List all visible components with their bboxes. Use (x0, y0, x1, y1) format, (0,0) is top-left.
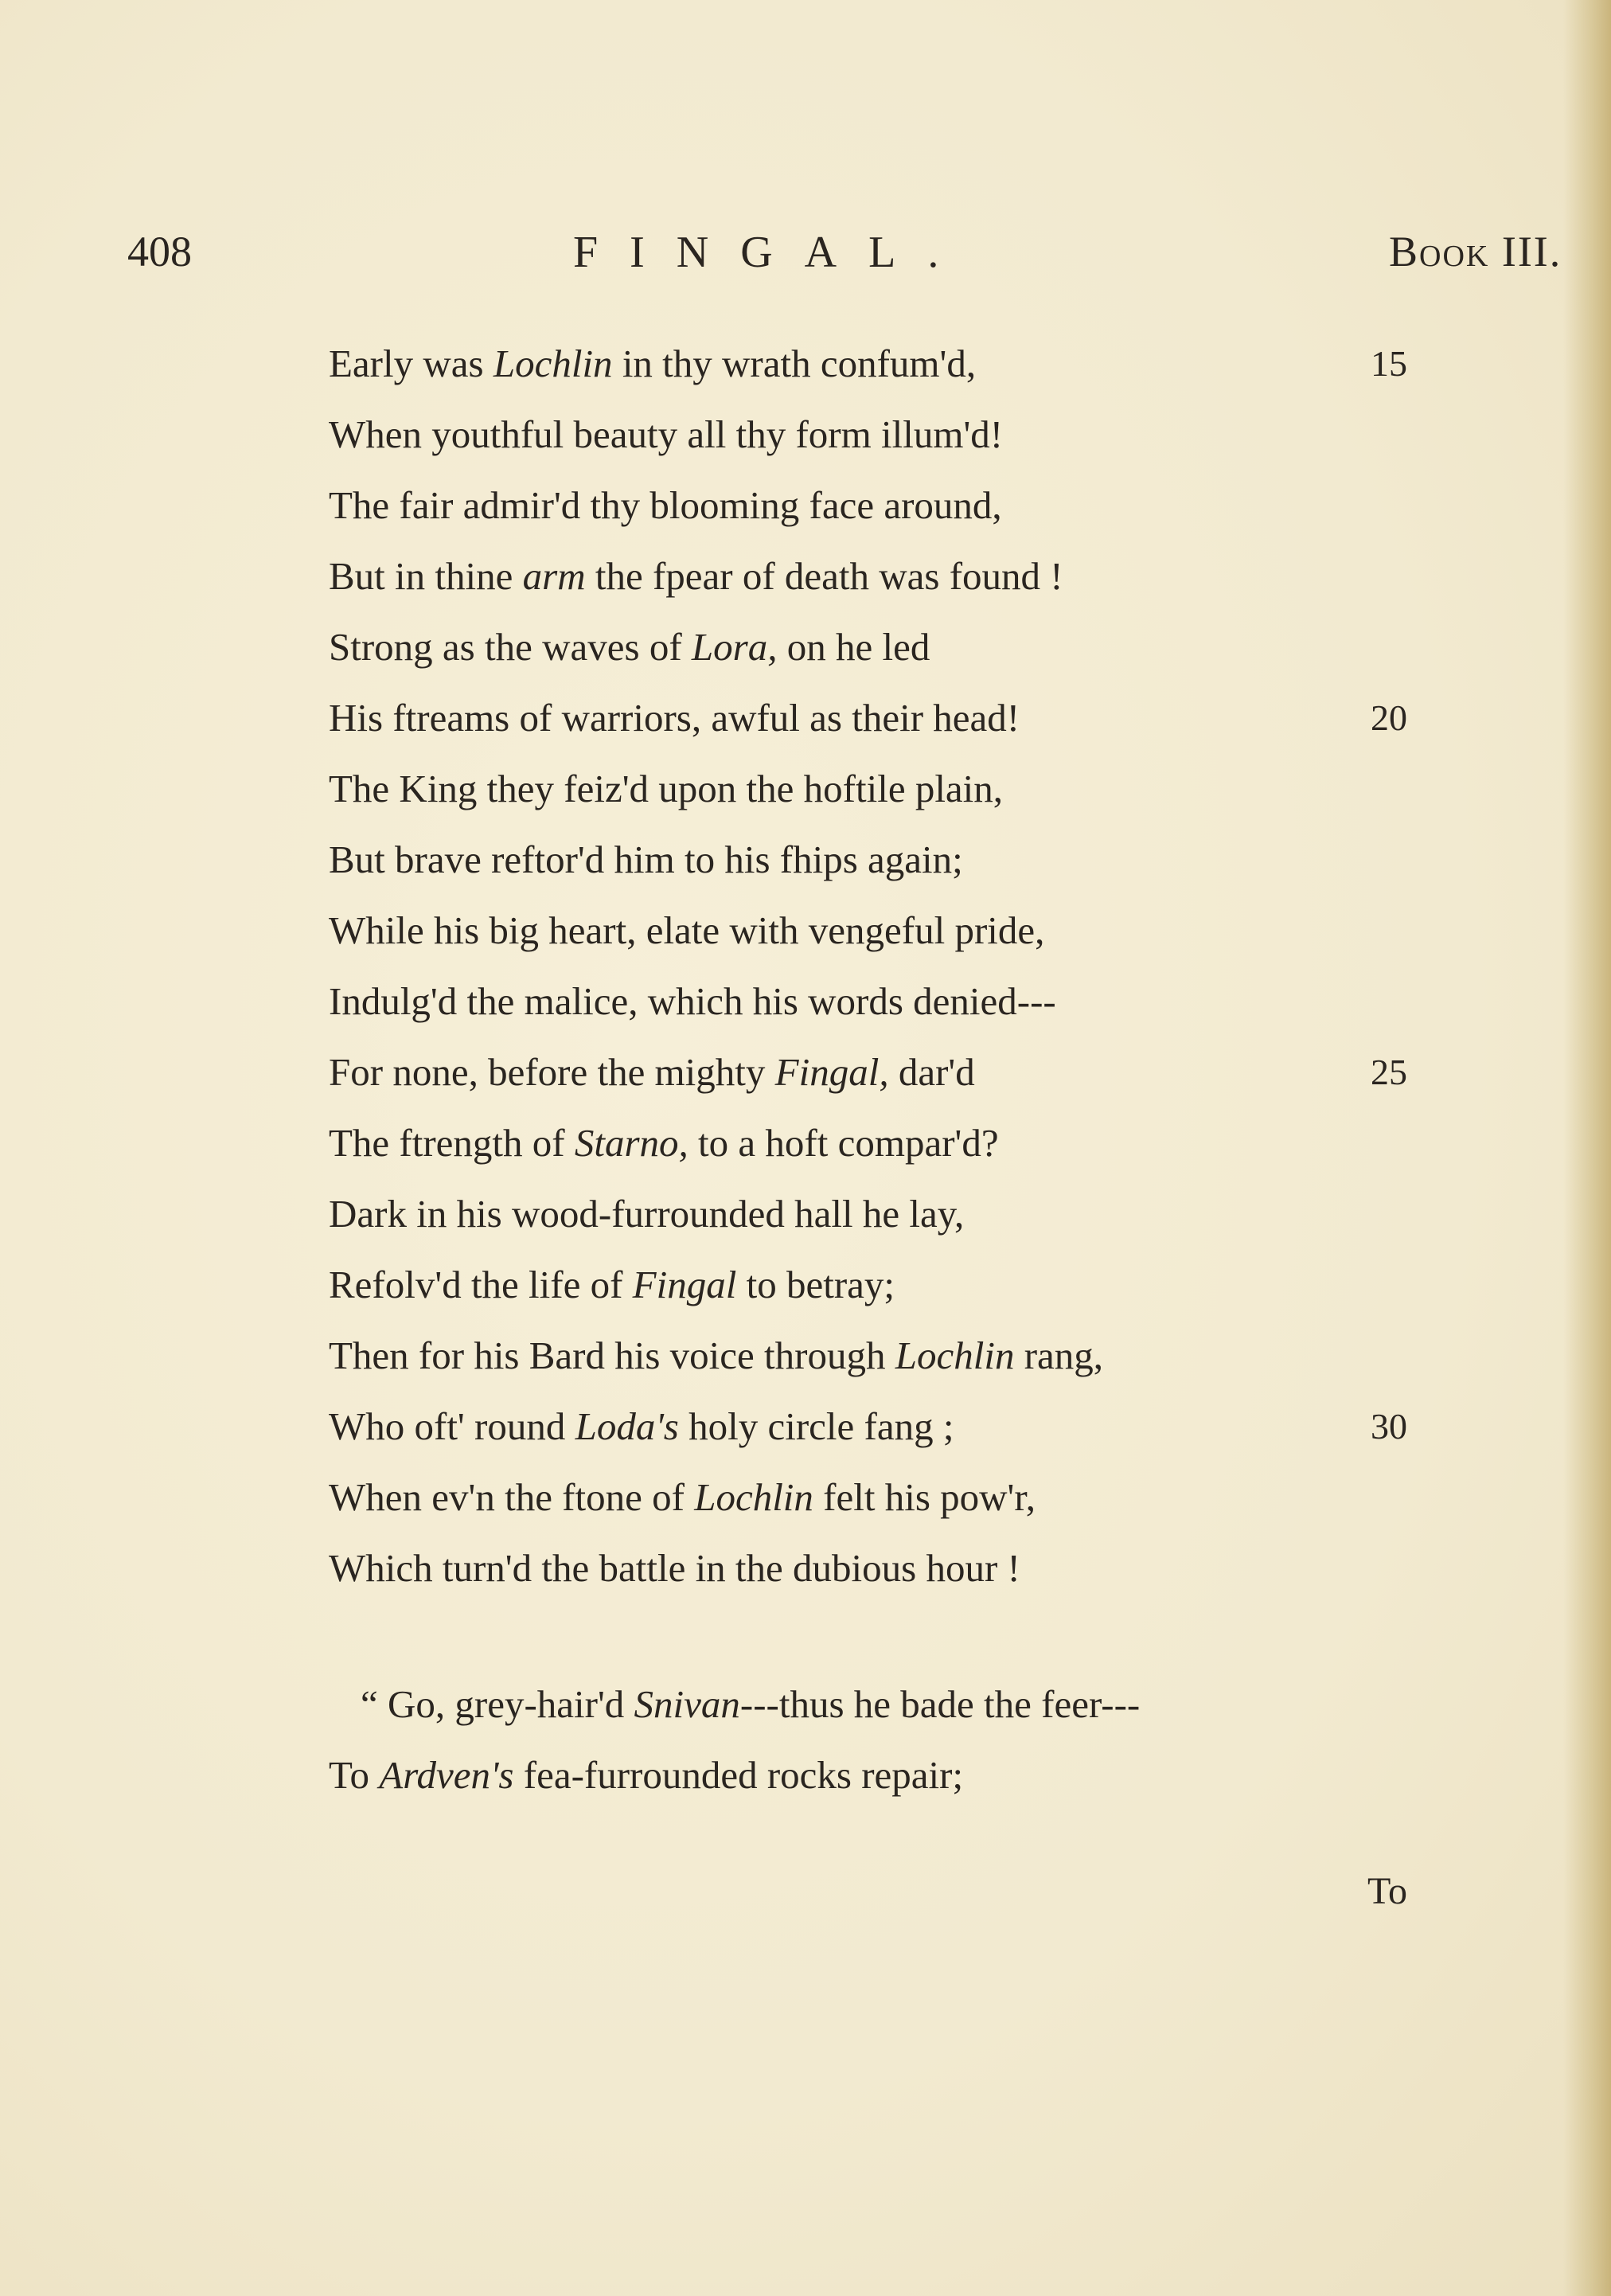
line-text: To (329, 1753, 380, 1797)
margin-line-number: 25 (1371, 1052, 1407, 1092)
italic-name: Starno, (574, 1121, 688, 1165)
poem-line (329, 1320, 1459, 1391)
catchword: To (1367, 1870, 1407, 1912)
line-text: holy circle fang ; (678, 1404, 954, 1448)
book-label: Book III. (1389, 228, 1562, 275)
poem-line (329, 1178, 1459, 1249)
italic-name: Snivan (634, 1682, 740, 1726)
poem-line (329, 824, 1459, 895)
line-text: the fpear of death was found ! (585, 554, 1063, 598)
margin-line-number: 20 (1371, 697, 1407, 738)
line-text: Which turn'd the battle in the dubious hour ! (329, 1546, 1020, 1590)
line-text: to betray; (736, 1263, 895, 1306)
stanza-break (329, 1603, 1459, 1669)
poem-line (329, 1740, 1459, 1810)
poem-line (329, 328, 1459, 399)
page-number: 408 (127, 228, 192, 275)
poem-line (329, 966, 1459, 1037)
italic-name: Ardven's (379, 1753, 514, 1797)
margin-line-number: 30 (1371, 1406, 1407, 1447)
italic-name: Fingal (632, 1263, 737, 1306)
poem-line (329, 1462, 1459, 1533)
line-text: The fair admir'd thy blooming face around, (329, 483, 1002, 527)
line-text: When youthful beauty all thy form illum'd! (329, 412, 1004, 456)
poem-line (329, 895, 1459, 966)
line-text: on he led (777, 625, 930, 669)
line-text: The ftrength of (329, 1121, 575, 1165)
line-text: When ev'n the ftone of (329, 1475, 695, 1519)
line-text: For none, before the mighty (329, 1050, 775, 1094)
italic-name: Lochlin (895, 1333, 1015, 1377)
line-text: But brave reftor'd him to his fhips again; (329, 838, 963, 881)
margin-line-number: 15 (1371, 343, 1407, 384)
poem-line (329, 1249, 1459, 1320)
line-text: Early was (329, 342, 493, 385)
poem-line (329, 682, 1459, 753)
italic-name: Fingal, (774, 1050, 889, 1094)
line-text: Indulg'd the malice, which his words denied--- (329, 979, 1056, 1023)
line-text: Then for his Bard his voice through (329, 1333, 895, 1377)
page-header (0, 227, 1611, 291)
italic-name: arm (522, 554, 586, 598)
line-text: “ Go, grey-hair'd (361, 1682, 634, 1726)
line-text: in thy wrath confum'd, (612, 342, 977, 385)
line-text: But in thine (329, 554, 523, 598)
poem-text (329, 328, 1459, 1810)
line-text: Refolv'd the life of (329, 1263, 633, 1306)
poem-line (329, 611, 1459, 682)
poem-line (329, 1037, 1459, 1107)
line-text: ---thus he bade the feer--- (739, 1682, 1141, 1726)
italic-name: Lochlin (493, 342, 613, 385)
italic-name: Lora, (691, 625, 778, 669)
line-text: Who oft' round (329, 1404, 575, 1448)
line-text: Dark in his wood-furrounded hall he lay, (329, 1192, 965, 1236)
line-text: The King they feiz'd upon the hoftile plain, (329, 767, 1004, 810)
poem-line (329, 1533, 1459, 1603)
line-text: dar'd (888, 1050, 975, 1094)
italic-name: Lochlin (694, 1475, 813, 1519)
poem-line (329, 1391, 1459, 1462)
line-text: His ftreams of warriors, awful as their head! (329, 696, 1020, 740)
line-text: felt his pow'r, (813, 1475, 1036, 1519)
poem-line (329, 753, 1459, 824)
poem-line (329, 1669, 1459, 1740)
line-text: While his big heart, elate with vengeful pride, (329, 908, 1045, 952)
line-text: Strong as the waves of (329, 625, 692, 669)
poem-line (329, 470, 1459, 541)
poem-line (329, 399, 1459, 470)
line-text: fea-furrounded rocks repair; (513, 1753, 964, 1797)
line-text: to a hoft compar'd? (688, 1121, 999, 1165)
italic-name: Loda's (575, 1404, 679, 1448)
page-edge-shadow (1563, 0, 1611, 2296)
poem-line (329, 1107, 1459, 1178)
line-text: rang, (1014, 1333, 1104, 1377)
poem-line (329, 541, 1459, 611)
running-title: FINGAL. (573, 228, 971, 277)
